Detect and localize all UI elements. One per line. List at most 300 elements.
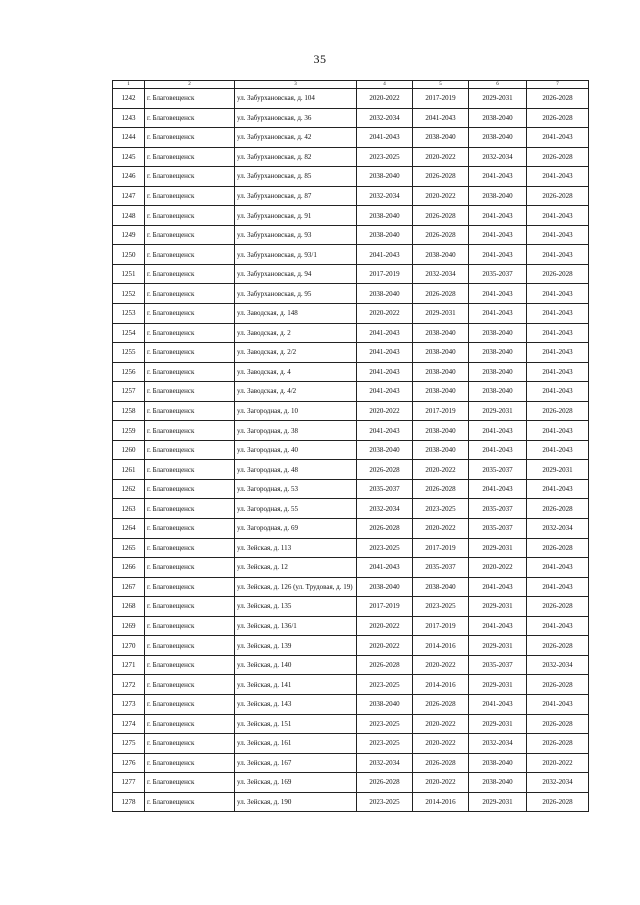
table-row: [113, 421, 589, 441]
row-number-cell: 1272: [113, 675, 145, 695]
row-number-cell: 1252: [113, 284, 145, 304]
city-cell: г. Благовещенск: [145, 147, 235, 167]
housing-register-table: [112, 80, 589, 812]
row-number-cell: 1257: [113, 382, 145, 402]
period-cell: 2041-2043: [469, 304, 527, 324]
table-row: [113, 206, 589, 226]
city-cell: г. Благовещенск: [145, 519, 235, 539]
period-cell: 2020-2022: [413, 460, 469, 480]
period-cell: 2041-2043: [357, 323, 413, 343]
address-cell: ул. Зейская, д. 151: [235, 714, 357, 734]
address-cell: ул. Забурхановская, д. 42: [235, 128, 357, 148]
city-cell: г. Благовещенск: [145, 616, 235, 636]
period-cell: 2041-2043: [469, 577, 527, 597]
table-row: [113, 167, 589, 187]
address-cell: ул. Загородная, д. 69: [235, 519, 357, 539]
period-cell: 2026-2028: [527, 401, 589, 421]
table-row: [113, 89, 589, 109]
period-cell: 2029-2031: [469, 401, 527, 421]
row-number-cell: 1244: [113, 128, 145, 148]
period-cell: 2038-2040: [413, 440, 469, 460]
city-cell: г. Благовещенск: [145, 655, 235, 675]
period-cell: 2020-2022: [357, 401, 413, 421]
period-cell: 2041-2043: [527, 128, 589, 148]
period-cell: 2026-2028: [413, 479, 469, 499]
row-number-cell: 1262: [113, 479, 145, 499]
period-cell: 2029-2031: [469, 675, 527, 695]
period-cell: 2041-2043: [527, 284, 589, 304]
column-header: 7: [527, 81, 589, 89]
period-cell: 2026-2028: [527, 538, 589, 558]
period-cell: 2017-2019: [413, 616, 469, 636]
period-cell: 2029-2031: [469, 792, 527, 812]
table-row: [113, 186, 589, 206]
period-cell: 2026-2028: [413, 167, 469, 187]
address-cell: ул. Зейская, д. 161: [235, 734, 357, 754]
city-cell: г. Благовещенск: [145, 304, 235, 324]
period-cell: 2038-2040: [413, 128, 469, 148]
city-cell: г. Благовещенск: [145, 714, 235, 734]
period-cell: 2041-2043: [469, 245, 527, 265]
row-number-cell: 1253: [113, 304, 145, 324]
row-number-cell: 1270: [113, 636, 145, 656]
period-cell: 2038-2040: [357, 577, 413, 597]
period-cell: 2041-2043: [527, 362, 589, 382]
table-row: [113, 225, 589, 245]
row-number-cell: 1242: [113, 89, 145, 109]
address-cell: ул. Зейская, д. 126 (ул. Трудовая, д. 19): [235, 577, 357, 597]
period-cell: 2026-2028: [527, 792, 589, 812]
row-number-cell: 1245: [113, 147, 145, 167]
row-number-cell: 1247: [113, 186, 145, 206]
period-cell: 2041-2043: [527, 616, 589, 636]
period-cell: 2023-2025: [357, 734, 413, 754]
table-row: [113, 792, 589, 812]
period-cell: 2026-2028: [527, 714, 589, 734]
row-number-cell: 1260: [113, 440, 145, 460]
period-cell: 2017-2019: [413, 538, 469, 558]
city-cell: г. Благовещенск: [145, 323, 235, 343]
period-cell: 2032-2034: [527, 655, 589, 675]
table-row: [113, 401, 589, 421]
row-number-cell: 1269: [113, 616, 145, 636]
city-cell: г. Благовещенск: [145, 401, 235, 421]
period-cell: 2035-2037: [357, 479, 413, 499]
row-number-cell: 1255: [113, 343, 145, 363]
row-number-cell: 1250: [113, 245, 145, 265]
column-header: 2: [145, 81, 235, 89]
period-cell: 2035-2037: [469, 499, 527, 519]
table-row: [113, 714, 589, 734]
table-row: [113, 675, 589, 695]
column-header: 6: [469, 81, 527, 89]
period-cell: 2041-2043: [527, 304, 589, 324]
period-cell: 2041-2043: [469, 206, 527, 226]
address-cell: ул. Заводская, д. 4/2: [235, 382, 357, 402]
period-cell: 2041-2043: [469, 284, 527, 304]
address-cell: ул. Зейская, д. 169: [235, 773, 357, 793]
period-cell: 2029-2031: [469, 89, 527, 109]
period-cell: 2029-2031: [527, 460, 589, 480]
period-cell: 2017-2019: [357, 597, 413, 617]
table-body: [113, 89, 589, 812]
period-cell: 2032-2034: [357, 186, 413, 206]
row-number-cell: 1256: [113, 362, 145, 382]
table-row: [113, 558, 589, 578]
period-cell: 2041-2043: [357, 343, 413, 363]
city-cell: г. Благовещенск: [145, 343, 235, 363]
period-cell: 2038-2040: [413, 245, 469, 265]
address-cell: ул. Заводская, д. 148: [235, 304, 357, 324]
city-cell: г. Благовещенск: [145, 89, 235, 109]
period-cell: 2029-2031: [469, 636, 527, 656]
period-cell: 2026-2028: [527, 675, 589, 695]
period-cell: 2026-2028: [413, 225, 469, 245]
row-number-cell: 1273: [113, 694, 145, 714]
city-cell: г. Благовещенск: [145, 245, 235, 265]
table-row: [113, 655, 589, 675]
period-cell: 2041-2043: [469, 616, 527, 636]
row-number-cell: 1267: [113, 577, 145, 597]
period-cell: 2038-2040: [413, 362, 469, 382]
city-cell: г. Благовещенск: [145, 206, 235, 226]
period-cell: 2041-2043: [357, 558, 413, 578]
period-cell: 2020-2022: [413, 655, 469, 675]
row-number-cell: 1274: [113, 714, 145, 734]
table-row: [113, 245, 589, 265]
period-cell: 2026-2028: [357, 460, 413, 480]
period-cell: 2023-2025: [357, 147, 413, 167]
period-cell: 2041-2043: [527, 382, 589, 402]
city-cell: г. Благовещенск: [145, 128, 235, 148]
period-cell: 2026-2028: [527, 499, 589, 519]
row-number-cell: 1275: [113, 734, 145, 754]
period-cell: 2014-2016: [413, 636, 469, 656]
city-cell: г. Благовещенск: [145, 479, 235, 499]
period-cell: 2020-2022: [413, 147, 469, 167]
period-cell: 2038-2040: [357, 206, 413, 226]
table-row: [113, 694, 589, 714]
city-cell: г. Благовещенск: [145, 597, 235, 617]
address-cell: ул. Зейская, д. 12: [235, 558, 357, 578]
period-cell: 2038-2040: [357, 284, 413, 304]
period-cell: 2038-2040: [357, 225, 413, 245]
period-cell: 2041-2043: [357, 382, 413, 402]
address-cell: ул. Зейская, д. 190: [235, 792, 357, 812]
period-cell: 2026-2028: [527, 108, 589, 128]
period-cell: 2026-2028: [413, 694, 469, 714]
period-cell: 2026-2028: [357, 519, 413, 539]
period-cell: 2035-2037: [413, 558, 469, 578]
period-cell: 2038-2040: [469, 382, 527, 402]
city-cell: г. Благовещенск: [145, 284, 235, 304]
row-number-cell: 1249: [113, 225, 145, 245]
period-cell: 2017-2019: [413, 401, 469, 421]
period-cell: 2038-2040: [469, 343, 527, 363]
period-cell: 2041-2043: [469, 479, 527, 499]
city-cell: г. Благовещенск: [145, 577, 235, 597]
period-cell: 2020-2022: [413, 734, 469, 754]
city-cell: г. Благовещенск: [145, 440, 235, 460]
address-cell: ул. Зейская, д. 136/1: [235, 616, 357, 636]
city-cell: г. Благовещенск: [145, 499, 235, 519]
table-row: [113, 284, 589, 304]
period-cell: 2020-2022: [357, 304, 413, 324]
period-cell: 2038-2040: [469, 186, 527, 206]
city-cell: г. Благовещенск: [145, 108, 235, 128]
row-number-cell: 1266: [113, 558, 145, 578]
period-cell: 2020-2022: [469, 558, 527, 578]
period-cell: 2041-2043: [527, 245, 589, 265]
row-number-cell: 1248: [113, 206, 145, 226]
address-cell: ул. Зейская, д. 113: [235, 538, 357, 558]
city-cell: г. Благовещенск: [145, 225, 235, 245]
row-number-cell: 1243: [113, 108, 145, 128]
period-cell: 2038-2040: [413, 577, 469, 597]
period-cell: 2041-2043: [469, 167, 527, 187]
column-number-row: [113, 81, 589, 89]
period-cell: 2020-2022: [357, 636, 413, 656]
address-cell: ул. Загородная, д. 38: [235, 421, 357, 441]
period-cell: 2020-2022: [413, 773, 469, 793]
period-cell: 2017-2019: [413, 89, 469, 109]
table-row: [113, 753, 589, 773]
address-cell: ул. Заводская, д. 2: [235, 323, 357, 343]
address-cell: ул. Забурхановская, д. 93/1: [235, 245, 357, 265]
period-cell: 2038-2040: [413, 343, 469, 363]
table-row: [113, 499, 589, 519]
period-cell: 2023-2025: [357, 792, 413, 812]
period-cell: 2035-2037: [469, 264, 527, 284]
table-row: [113, 362, 589, 382]
period-cell: 2032-2034: [527, 519, 589, 539]
period-cell: 2041-2043: [527, 558, 589, 578]
period-cell: 2041-2043: [527, 206, 589, 226]
period-cell: 2026-2028: [527, 597, 589, 617]
period-cell: 2023-2025: [357, 538, 413, 558]
table-row: [113, 616, 589, 636]
page-number: 35: [313, 52, 327, 66]
period-cell: 2023-2025: [357, 675, 413, 695]
period-cell: 2020-2022: [413, 519, 469, 539]
row-number-cell: 1251: [113, 264, 145, 284]
period-cell: 2032-2034: [527, 773, 589, 793]
table-row: [113, 479, 589, 499]
period-cell: 2035-2037: [469, 655, 527, 675]
row-number-cell: 1277: [113, 773, 145, 793]
period-cell: 2026-2028: [357, 655, 413, 675]
city-cell: г. Благовещенск: [145, 538, 235, 558]
table-row: [113, 519, 589, 539]
address-cell: ул. Зейская, д. 167: [235, 753, 357, 773]
period-cell: 2032-2034: [469, 147, 527, 167]
period-cell: 2020-2022: [413, 714, 469, 734]
period-cell: 2038-2040: [469, 362, 527, 382]
period-cell: 2026-2028: [527, 636, 589, 656]
period-cell: 2035-2037: [469, 460, 527, 480]
period-cell: 2023-2025: [357, 714, 413, 734]
city-cell: г. Благовещенск: [145, 558, 235, 578]
address-cell: ул. Зейская, д. 139: [235, 636, 357, 656]
period-cell: 2041-2043: [527, 167, 589, 187]
period-cell: 2038-2040: [469, 323, 527, 343]
period-cell: 2041-2043: [527, 323, 589, 343]
column-header: 1: [113, 81, 145, 89]
city-cell: г. Благовещенск: [145, 186, 235, 206]
address-cell: ул. Зейская, д. 141: [235, 675, 357, 695]
table-row: [113, 636, 589, 656]
city-cell: г. Благовещенск: [145, 753, 235, 773]
column-header: 4: [357, 81, 413, 89]
city-cell: г. Благовещенск: [145, 773, 235, 793]
row-number-cell: 1276: [113, 753, 145, 773]
table-row: [113, 323, 589, 343]
address-cell: ул. Загородная, д. 48: [235, 460, 357, 480]
city-cell: г. Благовещенск: [145, 675, 235, 695]
table-row: [113, 440, 589, 460]
period-cell: 2041-2043: [357, 128, 413, 148]
address-cell: ул. Загородная, д. 53: [235, 479, 357, 499]
period-cell: 2041-2043: [469, 225, 527, 245]
table-row: [113, 264, 589, 284]
row-number-cell: 1259: [113, 421, 145, 441]
row-number-cell: 1254: [113, 323, 145, 343]
column-header: 5: [413, 81, 469, 89]
period-cell: 2035-2037: [469, 519, 527, 539]
period-cell: 2041-2043: [413, 108, 469, 128]
address-cell: ул. Заводская, д. 2/2: [235, 343, 357, 363]
city-cell: г. Благовещенск: [145, 167, 235, 187]
address-cell: ул. Загородная, д. 10: [235, 401, 357, 421]
period-cell: 2020-2022: [527, 753, 589, 773]
period-cell: 2038-2040: [357, 440, 413, 460]
row-number-cell: 1261: [113, 460, 145, 480]
address-cell: ул. Забурхановская, д. 94: [235, 264, 357, 284]
period-cell: 2026-2028: [357, 773, 413, 793]
address-cell: ул. Заводская, д. 4: [235, 362, 357, 382]
period-cell: 2041-2043: [357, 245, 413, 265]
table-row: [113, 773, 589, 793]
period-cell: 2026-2028: [413, 284, 469, 304]
period-cell: 2041-2043: [357, 421, 413, 441]
period-cell: 2041-2043: [469, 694, 527, 714]
address-cell: ул. Загородная, д. 40: [235, 440, 357, 460]
address-cell: ул. Зейская, д. 135: [235, 597, 357, 617]
table-row: [113, 597, 589, 617]
city-cell: г. Благовещенск: [145, 421, 235, 441]
row-number-cell: 1278: [113, 792, 145, 812]
address-cell: ул. Забурхановская, д. 36: [235, 108, 357, 128]
city-cell: г. Благовещенск: [145, 792, 235, 812]
address-cell: ул. Забурхановская, д. 93: [235, 225, 357, 245]
period-cell: 2038-2040: [357, 167, 413, 187]
city-cell: г. Благовещенск: [145, 460, 235, 480]
period-cell: 2038-2040: [469, 108, 527, 128]
row-number-cell: 1271: [113, 655, 145, 675]
period-cell: 2026-2028: [527, 186, 589, 206]
city-cell: г. Благовещенск: [145, 694, 235, 714]
period-cell: 2041-2043: [527, 479, 589, 499]
period-cell: 2032-2034: [357, 753, 413, 773]
period-cell: 2026-2028: [527, 89, 589, 109]
period-cell: 2032-2034: [413, 264, 469, 284]
period-cell: 2023-2025: [413, 597, 469, 617]
period-cell: 2014-2016: [413, 792, 469, 812]
table-row: [113, 304, 589, 324]
period-cell: 2032-2034: [357, 108, 413, 128]
period-cell: 2014-2016: [413, 675, 469, 695]
column-header: 3: [235, 81, 357, 89]
row-number-cell: 1264: [113, 519, 145, 539]
period-cell: 2038-2040: [469, 753, 527, 773]
address-cell: ул. Забурхановская, д. 95: [235, 284, 357, 304]
period-cell: 2023-2025: [413, 499, 469, 519]
address-cell: ул. Забурхановская, д. 91: [235, 206, 357, 226]
period-cell: 2041-2043: [527, 225, 589, 245]
period-cell: 2041-2043: [469, 421, 527, 441]
table-row: [113, 108, 589, 128]
period-cell: 2026-2028: [413, 206, 469, 226]
address-cell: ул. Загородная, д. 55: [235, 499, 357, 519]
row-number-cell: 1246: [113, 167, 145, 187]
period-cell: 2041-2043: [469, 440, 527, 460]
address-cell: ул. Забурхановская, д. 85: [235, 167, 357, 187]
row-number-cell: 1258: [113, 401, 145, 421]
table-row: [113, 147, 589, 167]
period-cell: 2041-2043: [527, 694, 589, 714]
period-cell: 2029-2031: [413, 304, 469, 324]
table-row: [113, 734, 589, 754]
period-cell: 2026-2028: [413, 753, 469, 773]
table-row: [113, 460, 589, 480]
period-cell: 2026-2028: [527, 734, 589, 754]
period-cell: 2041-2043: [527, 343, 589, 363]
row-number-cell: 1265: [113, 538, 145, 558]
address-cell: ул. Забурхановская, д. 82: [235, 147, 357, 167]
table-row: [113, 343, 589, 363]
period-cell: 2029-2031: [469, 597, 527, 617]
period-cell: 2041-2043: [357, 362, 413, 382]
address-cell: ул. Забурхановская, д. 104: [235, 89, 357, 109]
row-number-cell: 1263: [113, 499, 145, 519]
period-cell: 2038-2040: [413, 382, 469, 402]
table-row: [113, 538, 589, 558]
period-cell: 2032-2034: [357, 499, 413, 519]
city-cell: г. Благовещенск: [145, 636, 235, 656]
period-cell: 2029-2031: [469, 538, 527, 558]
period-cell: 2038-2040: [469, 128, 527, 148]
city-cell: г. Благовещенск: [145, 264, 235, 284]
period-cell: 2041-2043: [527, 421, 589, 441]
table-row: [113, 128, 589, 148]
period-cell: 2020-2022: [357, 616, 413, 636]
city-cell: г. Благовещенск: [145, 734, 235, 754]
period-cell: 2032-2034: [469, 734, 527, 754]
address-cell: ул. Забурхановская, д. 87: [235, 186, 357, 206]
address-cell: ул. Зейская, д. 140: [235, 655, 357, 675]
period-cell: 2017-2019: [357, 264, 413, 284]
period-cell: 2038-2040: [413, 323, 469, 343]
table-row: [113, 577, 589, 597]
period-cell: 2038-2040: [357, 694, 413, 714]
period-cell: 2041-2043: [527, 440, 589, 460]
period-cell: 2038-2040: [469, 773, 527, 793]
address-cell: ул. Зейская, д. 143: [235, 694, 357, 714]
period-cell: 2026-2028: [527, 264, 589, 284]
period-cell: 2026-2028: [527, 147, 589, 167]
table-row: [113, 382, 589, 402]
row-number-cell: 1268: [113, 597, 145, 617]
